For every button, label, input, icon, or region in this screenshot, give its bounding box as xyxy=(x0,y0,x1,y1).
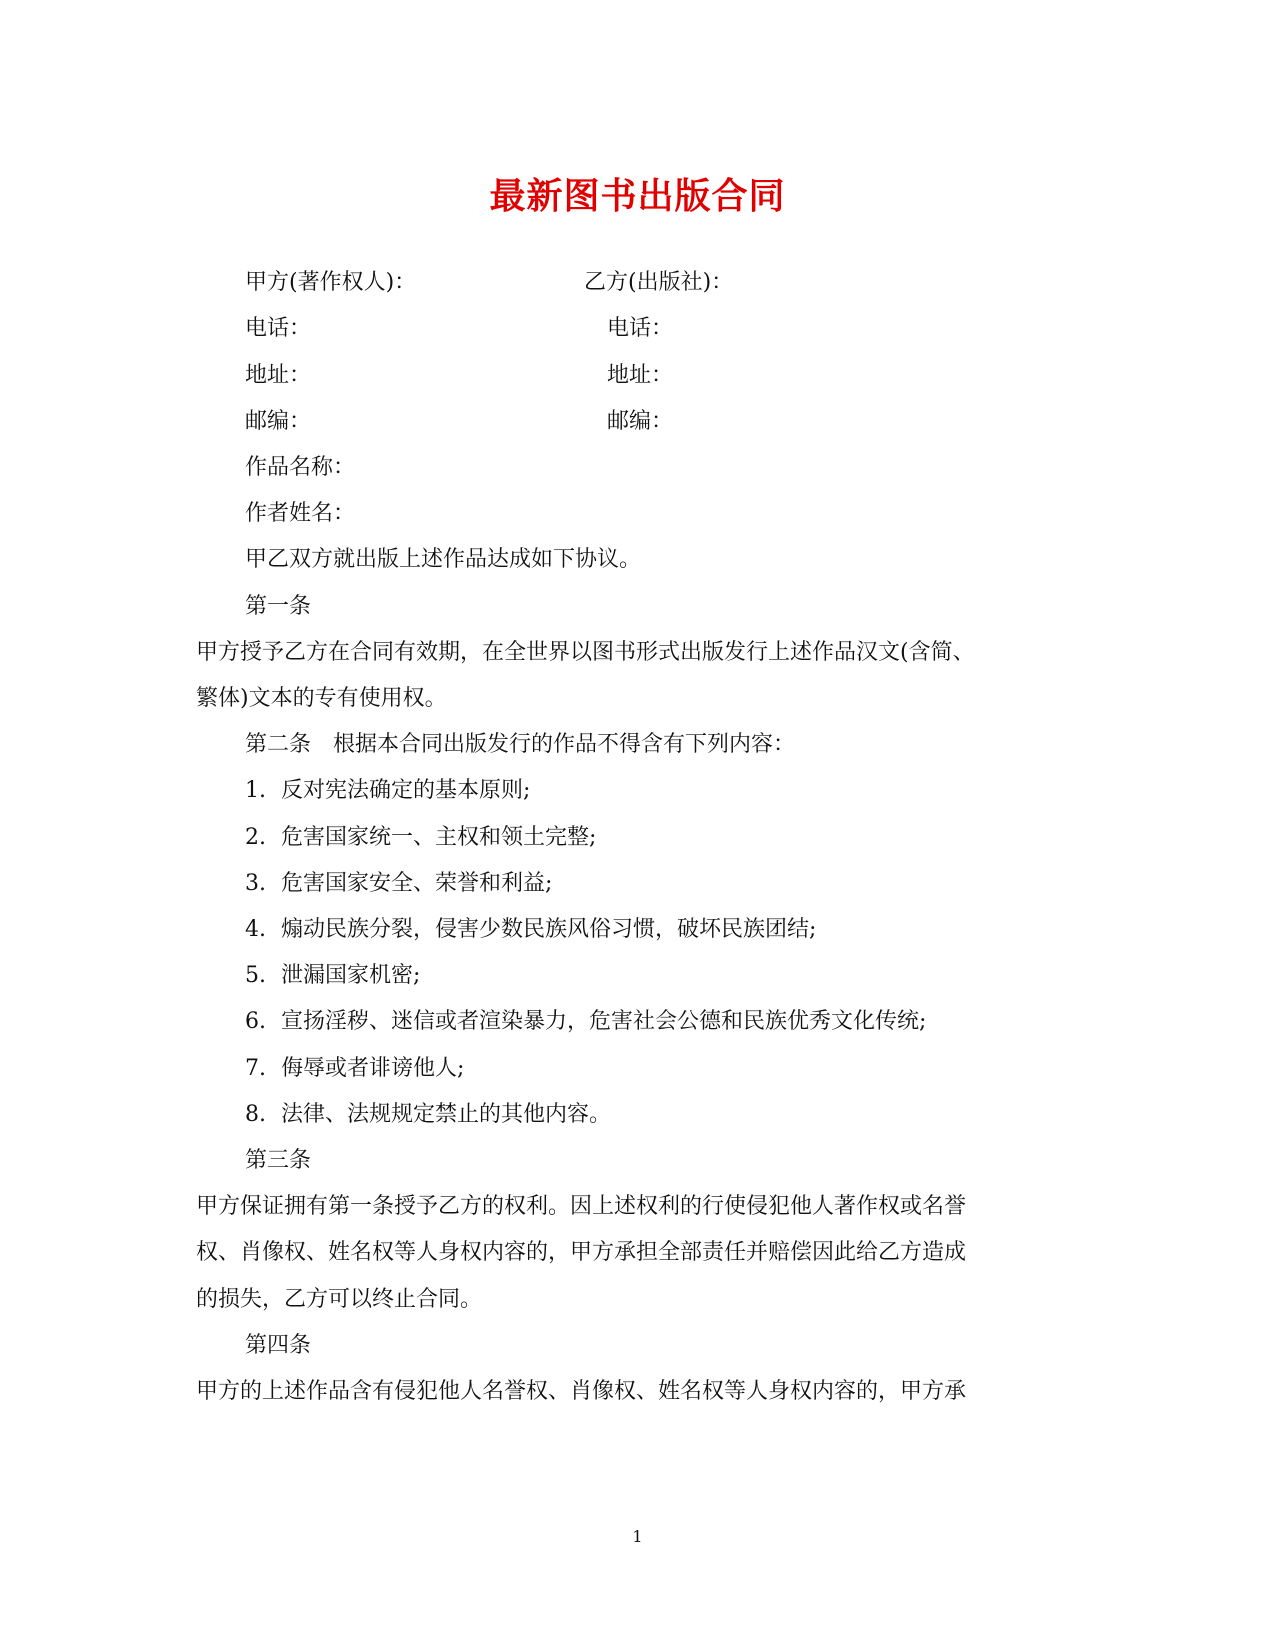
list-item xyxy=(245,776,530,806)
list-item-number: 6. xyxy=(245,1009,266,1034)
article-4-line: 甲方的上述作品含有侵犯他人名誉权、肖像权、姓名权等人身权内容的，甲方承 xyxy=(196,1379,967,1404)
article-3-heading: 第三条 xyxy=(245,1148,312,1173)
list-item-number: 3. xyxy=(245,871,266,896)
author-name-field: 作者姓名： xyxy=(245,501,356,526)
list-item-text: 宣扬淫秽、迷信或者渲染暴力，危害社会公德和民族优秀文化传统; xyxy=(281,1009,927,1034)
article-1-line: 繁体)文本的专有使用权。 xyxy=(196,686,447,711)
list-item xyxy=(245,869,552,899)
list-item-number: 2. xyxy=(245,825,266,850)
list-item xyxy=(245,1054,464,1084)
list-item-number: 1. xyxy=(245,778,266,803)
party-a-label: 甲方(著作权人)： xyxy=(245,270,417,295)
party-b-phone: 电话： xyxy=(607,316,674,341)
work-name-field: 作品名称： xyxy=(245,455,356,480)
list-item-number: 5. xyxy=(245,963,266,988)
party-b-label: 乙方(出版社)： xyxy=(584,270,734,295)
list-item-text: 侮辱或者诽谤他人; xyxy=(281,1056,465,1081)
list-item-text: 反对宪法确定的基本原则; xyxy=(281,778,531,803)
article-3-line: 权、肖像权、姓名权等人身权内容的，甲方承担全部责任并赔偿因此给乙方造成 xyxy=(196,1240,967,1265)
list-item-number: 4. xyxy=(245,917,266,942)
list-item xyxy=(245,823,596,853)
agreement-intro: 甲乙双方就出版上述作品达成如下协议。 xyxy=(245,547,642,572)
list-item-text: 煽动民族分裂，侵害少数民族风俗习惯，破坏民族团结; xyxy=(281,917,817,942)
list-item-text: 危害国家统一、主权和领土完整; xyxy=(281,825,597,850)
list-item-text: 法律、法规规定禁止的其他内容。 xyxy=(281,1102,612,1127)
party-b-address: 地址： xyxy=(607,363,674,388)
article-1-heading: 第一条 xyxy=(245,594,312,619)
list-item-number: 7. xyxy=(245,1056,266,1081)
article-1-line: 甲方授予乙方在合同有效期，在全世界以图书形式出版发行上述作品汉文(含简、 xyxy=(196,640,975,665)
article-2-heading: 第二条 根据本合同出版发行的作品不得含有下列内容： xyxy=(245,732,796,757)
article-3-line: 甲方保证拥有第一条授予乙方的权利。因上述权利的行使侵犯他人著作权或名誉 xyxy=(196,1194,967,1219)
party-a-address: 地址： xyxy=(245,363,312,388)
list-item-number: 8. xyxy=(245,1102,266,1127)
list-item xyxy=(245,1007,926,1037)
party-a-phone: 电话： xyxy=(245,316,312,341)
list-item-text: 泄漏国家机密; xyxy=(281,963,421,988)
article-3-line: 的损失，乙方可以终止合同。 xyxy=(196,1287,483,1312)
list-item xyxy=(245,915,816,945)
list-item xyxy=(245,961,420,991)
party-b-postcode: 邮编： xyxy=(607,409,674,434)
page-number: 1 xyxy=(632,1527,643,1546)
document-title: 最新图书出版合同 xyxy=(489,175,786,217)
list-item-text: 危害国家安全、荣誉和利益; xyxy=(281,871,553,896)
party-a-postcode: 邮编： xyxy=(245,409,312,434)
article-4-heading: 第四条 xyxy=(245,1333,312,1358)
list-item xyxy=(245,1100,611,1130)
